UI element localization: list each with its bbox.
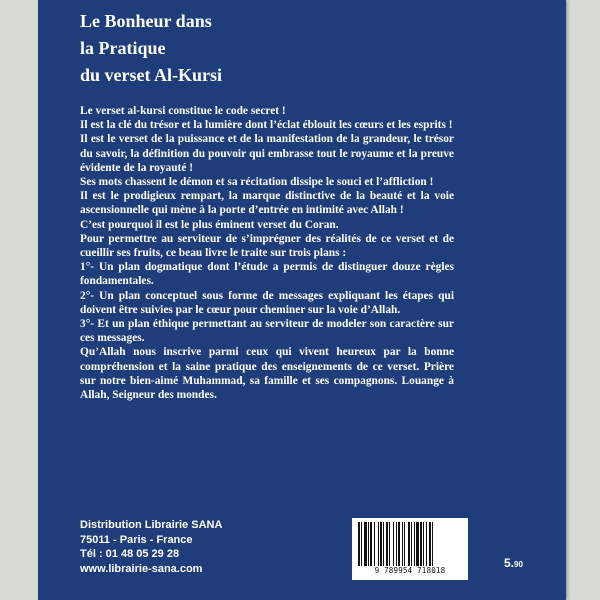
distributor-website: www.librairie-sana.com (80, 562, 203, 575)
price-main: 5. (504, 556, 515, 570)
title-line-1: Le Bonheur dans (80, 11, 212, 31)
price-cents: 90 (514, 560, 523, 569)
price (504, 556, 523, 570)
paragraph: 3°- Et un plan éthique permettant au serviteur de modeler son caractère sur ces messages. (80, 318, 454, 345)
paragraph: Il est la clé du trésor et la lumière dont l’éclat éblouit les cœurs et les esprits ! (80, 119, 453, 132)
paragraph: Il est le prodigieux rempart, la marque distinctive de la beauté et la voie ascensionnelle qui mène à la porte d’entrée en intimité avec Allah ! (80, 190, 454, 217)
distributor-phone: Tél : 01 48 05 29 28 (80, 548, 180, 561)
title-line-3: du verset Al-Kursi (80, 65, 222, 85)
distributor-name: Distribution Librairie SANA (80, 519, 223, 531)
paragraph: Qu’Allah nous inscrive parmi ceux qui vivent heureux par la bonne compréhension et la saine pratique des enseignements de ce verset. Prière sur notre bien-aimé Muhammad, sa famille et ses compagnons. Louange à Allah, Seigneur des mondes. (80, 346, 454, 402)
barcode-bars-icon (358, 522, 462, 566)
paragraph: 1°- Un plan dogmatique dont l’étude a permis de distinguer douze règles fondamentales. (80, 261, 454, 288)
blurb-text (80, 104, 454, 402)
paragraph: Le verset al-kursi constitue le code secret ! (80, 105, 286, 117)
paragraph: C’est pourquoi il est le plus éminent verset du Coran. (80, 218, 339, 231)
book-title (80, 8, 480, 89)
paragraph: Ses mots chassent le démon et sa récitation dissipe le souci et l’affliction ! (80, 176, 434, 189)
paragraph: Il est le verset de la puissance et de la manifestation de la grandeur, le trésor du savoir, la définition du pouvoir qui embrasse tout le royaume et la preuve évidente de la royauté ! (80, 133, 454, 174)
distributor-address: 75011 - Paris - France (80, 533, 193, 546)
title-line-2: la Pratique (80, 38, 166, 58)
barcode (352, 518, 468, 580)
distributor-info (80, 518, 310, 576)
barcode-number: 9 789954 718018 (374, 566, 446, 575)
paragraph: 2°- Un plan conceptuel sous forme de messages expliquant les étapes qui doivent être suivies par le cœur pour cheminer sur la voie d’Allah. (80, 289, 454, 316)
paragraph: Pour permettre au serviteur de s’imprégner des réalités de ce verset et de cueillir ses fruits, ce beau livre le traite sur trois plans : (80, 232, 454, 260)
